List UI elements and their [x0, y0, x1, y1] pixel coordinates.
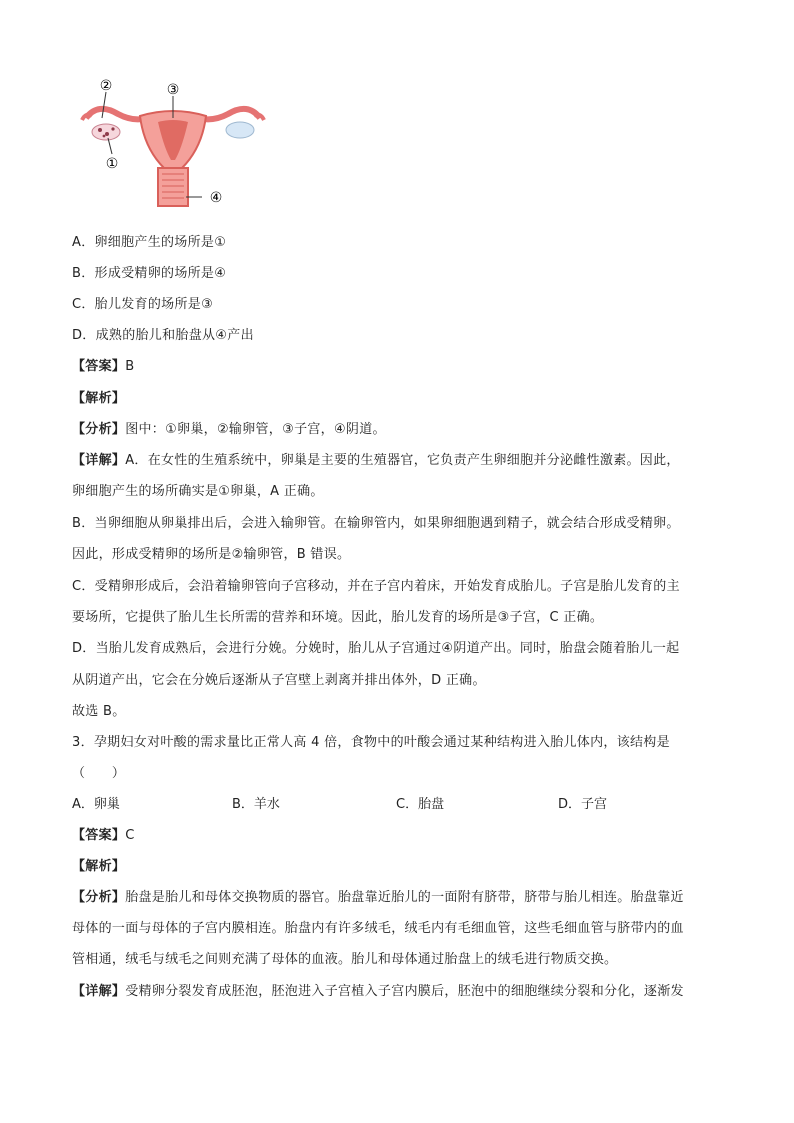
q3-option-b: B．羊水 — [232, 797, 280, 812]
right-ovary — [226, 122, 254, 138]
figure-label-1: ① — [105, 156, 119, 172]
xiangjie-tag: 【详解】 — [72, 453, 126, 468]
q3-fenxi-line-2: 母体的一面与母体的子宫内膜相连。胎盘内有许多绒毛，绒毛内有毛细血管，这些毛细血管与脐带内的血 — [72, 921, 684, 936]
right-fallopian-tube — [198, 109, 260, 119]
q2-option-a: A．卵细胞产生的场所是① — [72, 235, 227, 250]
answer-tag: 【答案】 — [72, 359, 126, 374]
q3-analysis-heading: 【解析】 — [72, 859, 126, 874]
q2-option-b: B．形成受精卵的场所是④ — [72, 266, 227, 281]
reproductive-system-figure — [78, 78, 268, 210]
fenxi-tag: 【分析】 — [72, 422, 126, 437]
q3-paren: （ ） — [72, 766, 126, 781]
q2-analysis-heading: 【解析】 — [72, 391, 126, 406]
uterus-diagram — [78, 78, 268, 210]
q2-xiangjie-line-5: C．受精卵形成后，会沿着输卵管向子宫移动，并在子宫内着床，开始发育成胎儿。子宫是胎儿发育的主 — [72, 579, 680, 594]
q2-fenxi — [72, 420, 386, 440]
left-fallopian-tube — [86, 109, 148, 119]
q3-option-d: D．子宫 — [558, 797, 608, 812]
q2-xiangjie-line-1: 【详解】A．在女性的生殖系统中，卵巢是主要的生殖器官，它负责产生卵细胞并分泌雌性激素。因此， — [72, 453, 680, 468]
answer-value: B — [125, 359, 135, 374]
q2-option-d: D．成熟的胎儿和胎盘从④产出 — [72, 328, 254, 343]
q2-xiangjie-line-7: D．当胎儿发育成熟后，会进行分娩。分娩时，胎儿从子宫通过④阴道产出。同时，胎盘会随着胎儿一起 — [72, 641, 680, 656]
q3-option-c: C．胎盘 — [396, 797, 445, 812]
figure-label-4: ④ — [209, 190, 223, 206]
q2-option-c: C．胎儿发育的场所是③ — [72, 297, 214, 312]
q2-xiangjie-line-6: 要场所，它提供了胎儿生长所需的营养和环境。因此，胎儿发育的场所是③子宫，C 正确。 — [72, 610, 604, 625]
q2-xiangjie-line-8: 从阴道产出，它会在分娩后逐渐从子宫壁上剥离并排出体外，D 正确。 — [72, 673, 486, 688]
q2-conclusion: 故选 B。 — [72, 704, 126, 719]
fenxi-text: 图中：①卵巢，②输卵管，③子宫，④阴道。 — [125, 422, 386, 437]
q2-xiangjie-line-2: 卵细胞产生的场所确实是①卵巢，A 正确。 — [72, 484, 324, 499]
figure-label-3: ③ — [166, 82, 180, 98]
q2-xiangjie-line-4: 因此，形成受精卵的场所是②输卵管，B 错误。 — [72, 547, 351, 562]
q2-xiangjie-line-3: B．当卵细胞从卵巢排出后，会进入输卵管。在输卵管内，如果卵细胞遇到精子，就会结合形成受精卵。 — [72, 516, 680, 531]
left-ovary — [92, 124, 120, 140]
q3-answer: 【答案】C — [72, 828, 135, 843]
q3-fenxi-line-3: 管相通，绒毛与绒毛之间则充满了母体的血液。胎儿和母体通过胎盘上的绒毛进行物质交换。 — [72, 952, 618, 967]
q3-xiangjie-line-1: 【详解】受精卵分裂发育成胚泡，胚泡进入子宫植入子宫内膜后，胚泡中的细胞继续分裂和分化，逐渐发 — [72, 984, 684, 999]
q3-fenxi-line-1: 【分析】胎盘是胎儿和母体交换物质的器官。胎盘靠近胎儿的一面附有脐带，脐带与胎儿相连。胎盘靠近 — [72, 890, 684, 905]
q3-option-a: A．卵巢 — [72, 797, 120, 812]
q2-answer — [72, 357, 134, 377]
figure-label-2: ② — [99, 78, 113, 94]
q3-stem: 3．孕期妇女对叶酸的需求量比正常人高 4 倍，食物中的叶酸会通过某种结构进入胎儿体内，该结构是 — [72, 735, 670, 750]
